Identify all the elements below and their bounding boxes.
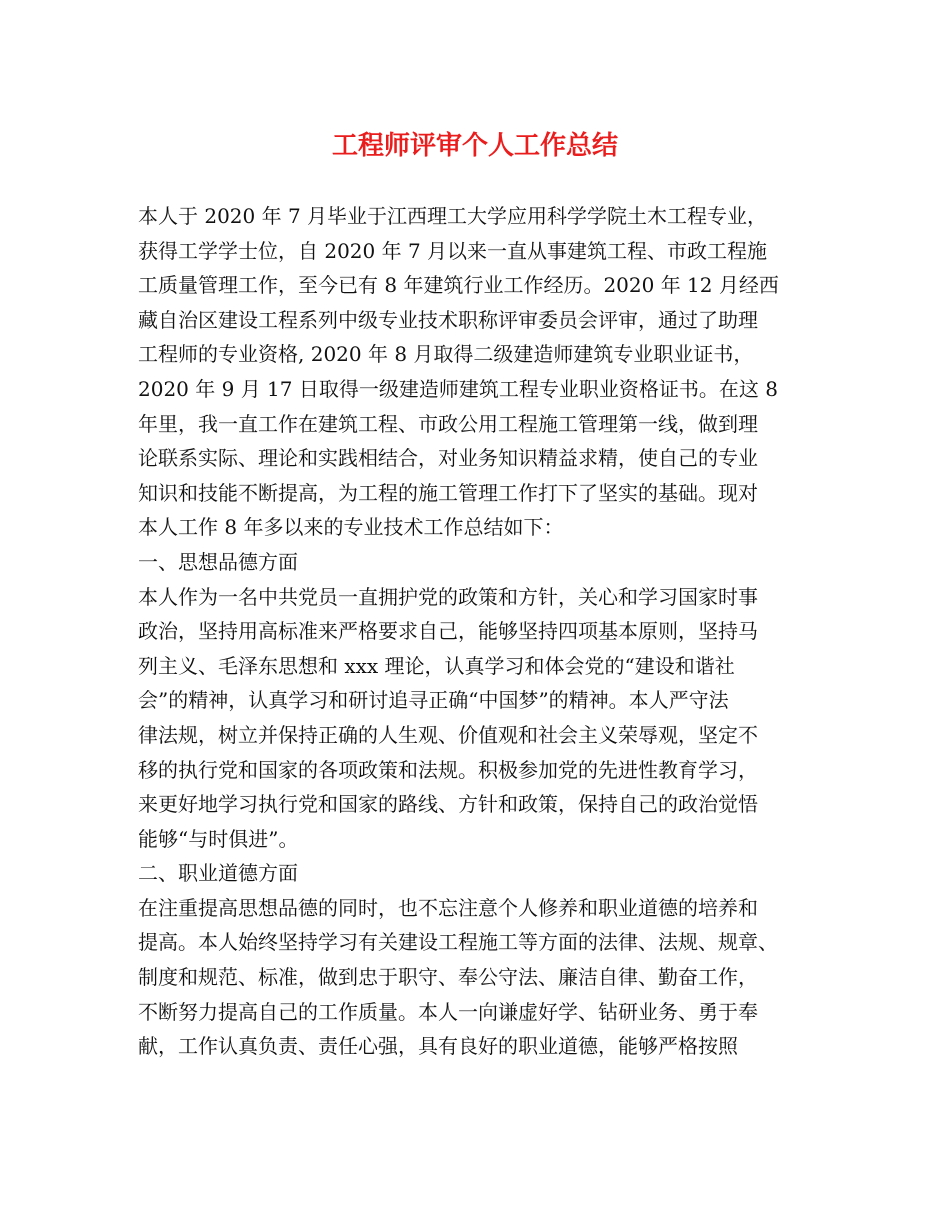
text-line: 会”的精神，认真学习和研讨追寻正确“中国梦”的精神。本人严守法 <box>138 688 729 713</box>
text-line: 提高。本人始终坚持学习有关建设工程施工等方面的法律、法规、规章、 <box>138 930 778 955</box>
section-heading: 一、思想品德方面 <box>138 549 298 574</box>
text-line: 列主义、毛泽东思想和 xxx 理论，认真学习和体会党的“建设和谐社 <box>138 653 735 678</box>
text-line: 来更好地学习执行党和国家的路线、方针和政策，保持自己的政治觉悟 <box>138 792 758 817</box>
text-line: 工程师的专业资格, 2020 年 8 月取得二级建造师建筑专业职业证书， <box>138 342 754 367</box>
text-line: 2020 年 9 月 17 日取得一级建造师建筑工程专业职业资格证书。在这 8 <box>138 376 778 401</box>
text-line: 本人工作 8 年多以来的专业技术工作总结如下： <box>138 515 564 540</box>
text-line: 移的执行党和国家的各项政策和法规。积极参加党的先进性教育学习， <box>138 757 758 782</box>
text-line: 献，工作认真负责、责任心强，具有良好的职业道德，能够严格按照 <box>138 1034 738 1059</box>
text-line: 获得工学学士位，自 2020 年 7 月以来一直从事建筑工程、市政工程施 <box>138 238 768 263</box>
section-heading: 二、职业道德方面 <box>138 861 298 886</box>
text-line: 工质量管理工作，至今已有 8 年建筑行业工作经历。2020 年 12 月经西 <box>138 273 779 298</box>
text-line: 知识和技能不断提高，为工程的施工管理工作打下了坚实的基础。现对 <box>138 480 758 505</box>
text-line: 论联系实际、理论和实践相结合，对业务知识精益求精，使自己的专业 <box>138 446 758 471</box>
document-title: 工程师评审个人工作总结 <box>331 131 618 161</box>
text-line: 制度和规范、标准，做到忠于职守、奉公守法、廉洁自律、勤奋工作， <box>138 965 758 990</box>
text-line: 本人于 2020 年 7 月毕业于江西理工大学应用科学学院土木工程专业， <box>138 204 768 228</box>
text-line: 律法规，树立并保持正确的人生观、价值观和社会主义荣辱观，坚定不 <box>138 722 758 747</box>
text-line: 不断努力提高自己的工作质量。本人一向谦虚好学、钻研业务、勇于奉 <box>138 999 758 1024</box>
text-line: 本人作为一名中共党员一直拥护党的政策和方针，关心和学习国家时事 <box>138 584 758 609</box>
text-line: 藏自治区建设工程系列中级专业技术职称评审委员会评审，通过了助理 <box>138 307 758 332</box>
text-line: 年里，我一直工作在建筑工程、市政公用工程施工管理第一线，做到理 <box>138 411 758 436</box>
text-line: 在注重提高思想品德的同时，也不忘注意个人修养和职业道德的培养和 <box>138 895 758 920</box>
document-body <box>138 199 823 1064</box>
text-line: 政治，坚持用高标准来严格要求自己，能够坚持四项基本原则，坚持马 <box>138 619 758 644</box>
text-line: 能够“与时俱进”。 <box>138 826 299 851</box>
